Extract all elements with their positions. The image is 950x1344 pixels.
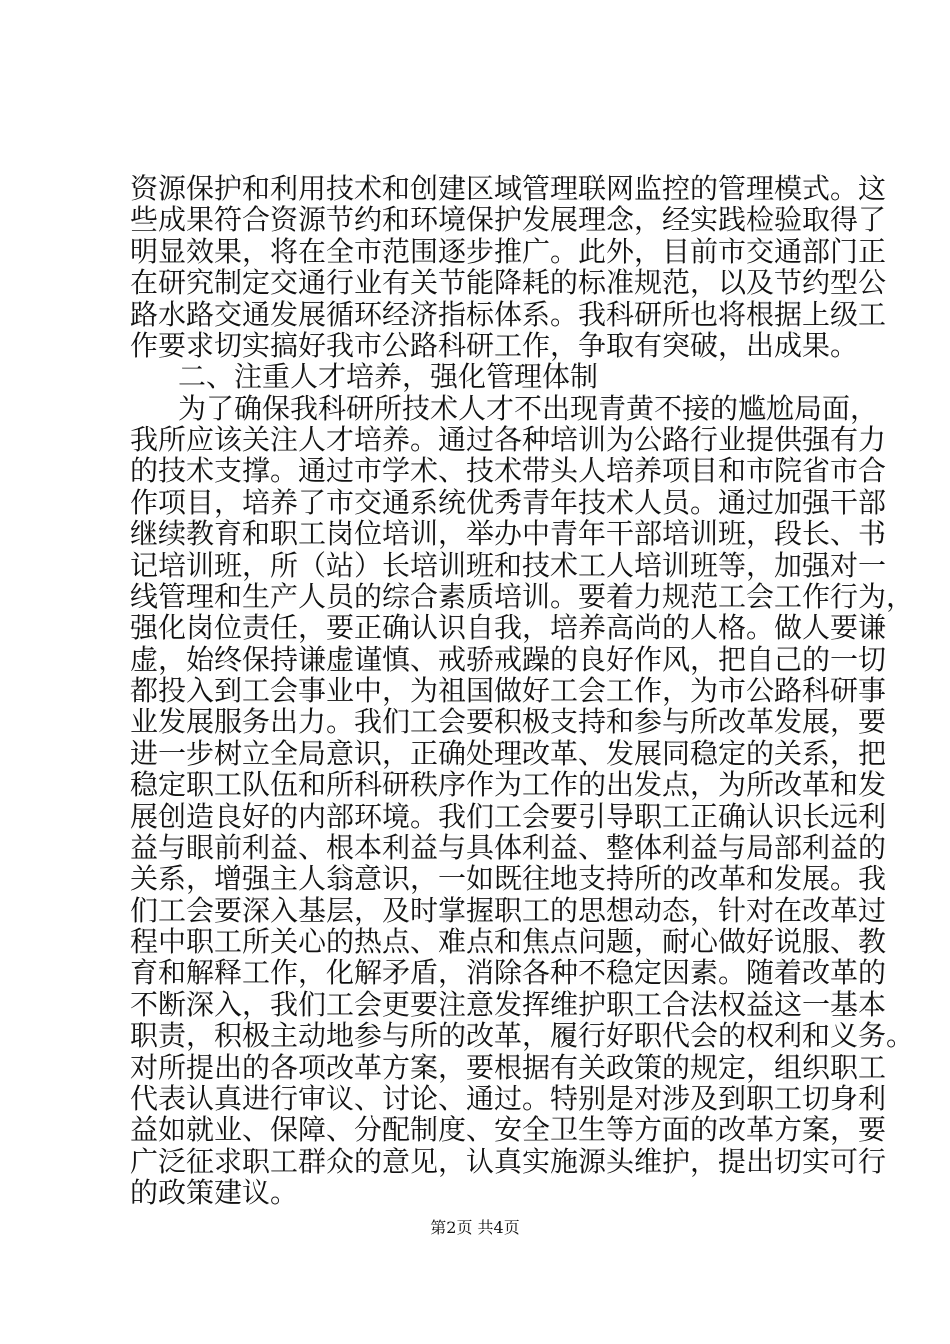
- body-line: 的政策建议。: [130, 1176, 299, 1209]
- body-line: 育和解释工作，化解矛盾，消除各种不稳定因素。随着改革的: [130, 956, 887, 989]
- body-line: 路水路交通发展循环经济指标体系。我科研所也将根据上级工: [130, 298, 887, 331]
- body-line: 作项目，培养了市交通系统优秀青年技术人员。通过加强干部: [130, 486, 887, 519]
- body-line: 程中职工所关心的热点、难点和焦点问题，耐心做好说服、教: [130, 925, 887, 958]
- body-line: 关系，增强主人翁意识，一如既往地支持所的改革和发展。我: [130, 862, 887, 895]
- body-line: 不断深入，我们工会更要注意发挥维护职工合法权益这一基本: [130, 988, 887, 1021]
- body-line: 为了确保我科研所技术人才不出现青黄不接的尴尬局面，: [178, 392, 879, 425]
- body-line: 进一步树立全局意识，正确处理改革、发展同稳定的关系，把: [130, 737, 887, 770]
- body-line: 展创造良好的内部环境。我们工会要引导职工正确认识长远利: [130, 800, 887, 833]
- body-line: 虚，始终保持谦虚谨慎、戒骄戒躁的良好作风，把自己的一切: [130, 643, 887, 676]
- body-line: 都投入到工会事业中，为祖国做好工会工作，为市公路科研事: [130, 674, 887, 707]
- body-line: 线管理和生产人员的综合素质培训。要着力规范工会工作行为，: [130, 580, 915, 613]
- body-line: 稳定职工队伍和所科研秩序作为工作的出发点，为所改革和发: [130, 768, 887, 801]
- body-line: 对所提出的各项改革方案，要根据有关政策的规定，组织职工: [130, 1051, 887, 1084]
- body-line: 代表认真进行审议、讨论、通过。特别是对涉及到职工切身利: [130, 1082, 887, 1115]
- body-line: 的技术支撑。通过市学术、技术带头人培养项目和市院省市合: [130, 454, 887, 487]
- page-number-footer: 第2页 共4页: [430, 1218, 520, 1237]
- body-line: 我所应该关注人才培养。通过各种培训为公路行业提供强有力: [130, 423, 887, 456]
- body-line: 广泛征求职工群众的意见，认真实施源头维护，提出切实可行: [130, 1145, 887, 1178]
- body-line: 益如就业、保障、分配制度、安全卫生等方面的改革方案，要: [130, 1113, 887, 1146]
- body-line: 记培训班，所（站）长培训班和技术工人培训班等，加强对一: [130, 549, 887, 582]
- body-line: 继续教育和职工岗位培训，举办中青年干部培训班，段长、书: [130, 517, 887, 550]
- body-line: 在研究制定交通行业有关节能降耗的标准规范，以及节约型公: [130, 266, 887, 299]
- body-line: 们工会要深入基层，及时掌握职工的思想动态，针对在改革过: [130, 894, 887, 927]
- body-line: 作要求切实搞好我市公路科研工作，争取有突破，出成果。: [130, 329, 859, 362]
- body-line: 强化岗位责任，要正确认识自我，培养高尚的人格。做人要谦: [130, 611, 887, 644]
- section-heading: 二、注重人才培养，强化管理体制: [178, 360, 599, 393]
- body-line: 明显效果，将在全市范围逐步推广。此外，目前市交通部门正: [130, 235, 887, 268]
- body-line: 业发展服务出力。我们工会要积极支持和参与所改革发展，要: [130, 705, 887, 738]
- body-line: 些成果符合资源节约和环境保护发展理念，经实践检验取得了: [130, 203, 887, 236]
- body-line: 益与眼前利益、根本利益与具体利益、整体利益与局部利益的: [130, 831, 887, 864]
- body-line: 职责，积极主动地参与所的改革，履行好职代会的权利和义务。: [130, 1019, 915, 1052]
- body-line: 资源保护和利用技术和创建区域管理联网监控的管理模式。这: [130, 172, 887, 205]
